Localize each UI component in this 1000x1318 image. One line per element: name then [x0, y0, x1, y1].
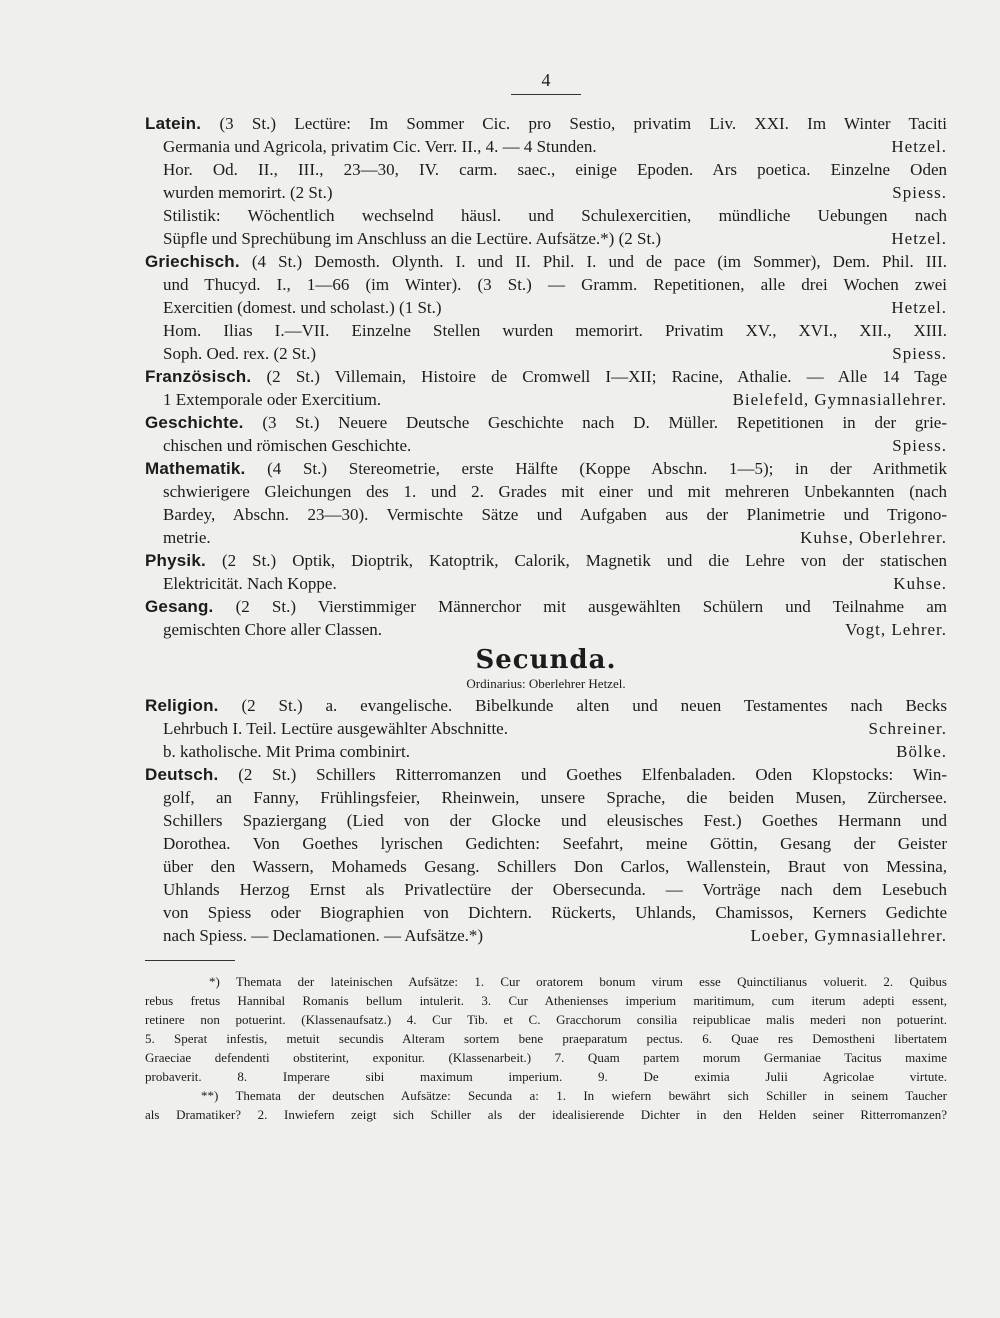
section-gesang: Gesang. (2 St.) Vierstimmiger Männerchor mit ausgewählten Schülern und Teilnahme am gemischten Chore aller Classen. Vogt, Lehrer. — [145, 597, 948, 639]
teacher-signature: Spiess. — [892, 344, 947, 363]
subject-gesang: Gesang. — [145, 597, 214, 616]
teacher-signature: Hetzel. — [891, 137, 947, 156]
section-mathematik: Mathematik. (4 St.) Stereometrie, erste Hälfte (Koppe Abschn. 1—5); in der Arithmetik schwierigere Gleichungen des 1. und 2. Grades mit einer und mit mehreren Unbekannten (nach Bardey, Abschn. 23—30). Vermischte Sätze und Aufgaben aus der Planimetrie und Trigono- metrie. Kuhse, Oberlehrer. — [145, 459, 947, 547]
section-physik: Physik. (2 St.) Optik, Dioptrik, Katoptrik, Calorik, Magnetik und die Lehre von der statischen Elektricität. Nach Koppe. Kuhse. — [145, 551, 948, 593]
teacher-signature: Spiess. — [892, 183, 947, 202]
footnote-line: 5. Sperat infestis, metuit secundis Alteram sortem bene praeparatum pectus. 6. Quae res Demostheni libertatem — [145, 1031, 947, 1046]
subject-franzoesisch: Französisch. — [145, 367, 252, 386]
teacher-signature: Spiess. — [892, 436, 947, 455]
footnote-line: Graeciae defendenti obstiterint, exponitur. (Klassenarbeit.) 7. Quam partem morum Germaniae Tacitus maxime — [145, 1050, 947, 1065]
teacher-signature: Schreiner. — [868, 719, 947, 738]
teacher-signature: Bölke. — [896, 742, 947, 761]
subject-physik: Physik. — [145, 551, 206, 570]
subject-mathematik: Mathematik. — [145, 459, 246, 478]
teacher-signature: Vogt, Lehrer. — [845, 620, 947, 639]
footnote-line: retinere non potuerint. (Klassenaufsatz.) 4. Cur Tib. et C. Gracchorum consilia reipublicae malis mederi non potuerint. — [145, 1012, 947, 1027]
section-deutsch: Deutsch. (2 St.) Schillers Ritterromanzen und Goethes Elfenbaladen. Oden Klopstocks: Win- golf, an Fanny, Frühlingsfeier, Rheinwein, unsere Sprache, die beiden Musen, Zürchersee. Schillers Spaziergang (Lied von der Glocke und eleusisches Fest.) Goethes Hermann und Dorothea. Von Goethes lyrischen Gedichten: Seefahrt, meine Göttin, Gesang der Geister über den Wassern, Mohameds Gesang. Schillers Don Carlos, Wallenstein, Braut von Messina, Uhlands Herzog Ernst als Privatlectüre der Obersecunda. — Vorträge nach dem Lesebuch von Spiess oder Biographien von Dichtern. Rückerts, Uhlands, Chamissos, Kerners Gedichte nach Spiess. — Declamationen. — Aufsätze.*) Loeber, Gymnasiallehrer. — [145, 765, 947, 945]
footnote-rule — [145, 960, 235, 961]
section-franzoesisch: Französisch. (2 St.) Villemain, Histoire de Cromwell I—XII; Racine, Athalie. — Alle 14 Tage 1 Extemporale oder Exercitium. Bielefeld, Gymnasiallehrer. — [145, 367, 948, 409]
teacher-signature: Hetzel. — [891, 229, 947, 248]
section-griechisch: Griechisch. (4 St.) Demosth. Olynth. I. und II. Phil. I. und de pace (im Sommer), Dem. Phil. III. und Thucyd. I., 1—66 (im Winter). (3 St.) — Gramm. Repetitionen, alle drei Wochen zwei Exercitien (domest. und scholast.) (1 St.) Hetzel. Hom. Ilias I.—VII. Einzelne Stellen wurden memorirt. Privatim XV., XVI., XII., XIII. Soph. Oed. rex. (2 St.) Spiess. — [145, 252, 948, 363]
page-number-rule — [511, 94, 581, 95]
subject-religion: Religion. — [145, 696, 219, 715]
section-religion: Religion. (2 St.) a. evangelische. Bibelkunde alten und neuen Testamentes nach Becks Lehrbuch I. Teil. Lectüre ausgewählter Abschnitte. Schreiner. b. katholische. Mit Prima combinirt. Bölke. — [145, 696, 948, 761]
section-geschichte: Geschichte. (3 St.) Neuere Deutsche Geschichte nach D. Müller. Repetitionen in der grie- chischen und römischen Geschichte. Spiess. — [145, 413, 948, 455]
footnote-line: als Dramatiker? 2. Inwiefern zeigt sich Schiller als der idealisierende Dichter in den Helden seiner Ritterromanzen? — [145, 1107, 947, 1122]
page-number: 4 — [541, 70, 551, 90]
section-latein: Latein. (3 St.) Lectüre: Im Sommer Cic. pro Sestio, privatim Liv. XXI. Im Winter Taciti Germania und Agricola, privatim Cic. Verr. II., 4. — 4 Stunden. Hetzel. Hor. Od. II., III., 23—30, IV. carm. saec., einige Epoden. Ars poetica. Einzelne Oden wurden memorirt. (2 St.) Spiess. Stilistik: Wöchentlich wechselnd häusl. und Schulexercitien, mündliche Uebungen nach Süpfle und Sprechübung im Anschluss an die Lectüre. Aufsätze.*) (2 St.) Hetzel. — [145, 114, 948, 248]
class-heading-secunda: Secunda. — [475, 645, 617, 675]
teacher-signature: Loeber, Gymnasiallehrer. — [750, 926, 947, 945]
teacher-signature: Bielefeld, Gymnasiallehrer. — [732, 390, 947, 409]
teacher-signature: Hetzel. — [891, 298, 947, 317]
footnote-line: *) Themata der lateinischen Aufsätze: 1. Cur oratorem bonum virum esse Quinctilianus voluerit. 2. Quibus — [209, 974, 947, 989]
subject-geschichte: Geschichte. — [145, 413, 244, 432]
subject-griechisch: Griechisch. — [145, 252, 240, 271]
footnote-line: **) Themata der deutschen Aufsätze: Secunda a: 1. In wiefern bewährt sich Schiller in seinem Taucher — [201, 1088, 947, 1103]
teacher-signature: Kuhse, Oberlehrer. — [800, 528, 947, 547]
teacher-signature: Kuhse. — [893, 574, 947, 593]
ordinarius-line: Ordinarius: Oberlehrer Hetzel. — [466, 676, 626, 691]
subject-latein: Latein. — [145, 114, 202, 133]
main-text — [145, 112, 947, 947]
subject-deutsch: Deutsch. — [145, 765, 219, 784]
footnotes — [145, 972, 947, 1124]
footnote-line: probaverit. 8. Imperare sibi maximum imperium. 9. De eximia Julii Agricolae virtute. — [145, 1069, 947, 1084]
footnote-line: rebus fretus Hannibal Romanis bellum intulerit. 3. Cur Athenienses imperium maritimum, cum iterum adepti essent, — [145, 993, 947, 1008]
